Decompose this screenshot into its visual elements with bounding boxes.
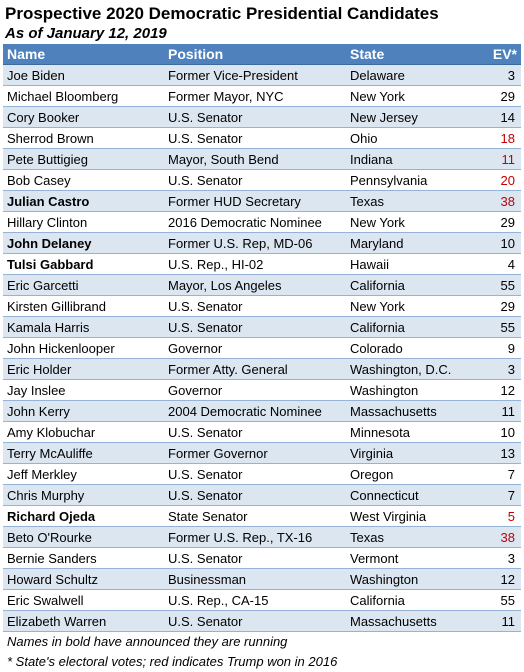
cell-ev[interactable]: 18 xyxy=(468,128,521,149)
column-header-position[interactable]: Position xyxy=(164,44,346,65)
cell-ev[interactable]: 55 xyxy=(468,317,521,338)
cell-position[interactable]: U.S. Senator xyxy=(164,317,346,338)
cell-position[interactable]: U.S. Senator xyxy=(164,485,346,506)
cell-position[interactable]: U.S. Rep., HI-02 xyxy=(164,254,346,275)
cell-ev[interactable]: 29 xyxy=(468,212,521,233)
cell-state[interactable]: California xyxy=(346,590,468,611)
cell-name[interactable]: Richard Ojeda xyxy=(3,506,164,527)
cell-name[interactable]: Eric Garcetti xyxy=(3,275,164,296)
cell-name[interactable]: Michael Bloomberg xyxy=(3,86,164,107)
cell-position[interactable]: 2004 Democratic Nominee xyxy=(164,401,346,422)
table-row xyxy=(3,548,521,569)
table-row xyxy=(3,296,521,317)
cell-position[interactable]: U.S. Rep., CA-15 xyxy=(164,590,346,611)
cell-position[interactable]: U.S. Senator xyxy=(164,296,346,317)
cell-ev[interactable]: 9 xyxy=(468,338,521,359)
page-title: Prospective 2020 Democratic Presidential Candidates xyxy=(5,4,439,23)
cell-state[interactable]: Colorado xyxy=(346,338,468,359)
cell-name[interactable]: Eric Swalwell xyxy=(3,590,164,611)
cell-state[interactable]: Texas xyxy=(346,527,468,548)
cell-name[interactable]: Beto O'Rourke xyxy=(3,527,164,548)
cell-name[interactable]: Chris Murphy xyxy=(3,485,164,506)
cell-name[interactable]: Julian Castro xyxy=(3,191,164,212)
cell-ev[interactable]: 11 xyxy=(468,149,521,170)
cell-name[interactable]: Hillary Clinton xyxy=(3,212,164,233)
cell-ev[interactable]: 38 xyxy=(468,527,521,548)
cell-state[interactable]: Virginia xyxy=(346,443,468,464)
cell-ev[interactable]: 3 xyxy=(468,65,521,86)
cell-ev[interactable]: 11 xyxy=(468,611,521,632)
cell-position[interactable]: U.S. Senator xyxy=(164,107,346,128)
cell-ev[interactable]: 55 xyxy=(468,590,521,611)
table-row xyxy=(3,254,521,275)
cell-position[interactable]: Governor xyxy=(164,380,346,401)
table-row xyxy=(3,485,521,506)
cell-state[interactable]: Maryland xyxy=(346,233,468,254)
ev-note: * State's electoral votes; red indicates Trump won in 2016 xyxy=(7,654,338,669)
table-row xyxy=(3,527,521,548)
cell-name[interactable]: Bob Casey xyxy=(3,170,164,191)
table-row xyxy=(3,422,521,443)
cell-name[interactable]: Kamala Harris xyxy=(3,317,164,338)
cell-position[interactable]: Governor xyxy=(164,338,346,359)
cell-ev[interactable]: 38 xyxy=(468,191,521,212)
table-row xyxy=(3,212,521,233)
cell-name[interactable]: Joe Biden xyxy=(3,65,164,86)
table-row xyxy=(3,401,521,422)
table-row xyxy=(3,506,521,527)
cell-ev[interactable]: 4 xyxy=(468,254,521,275)
cell-state[interactable]: Texas xyxy=(346,191,468,212)
cell-name[interactable]: Cory Booker xyxy=(3,107,164,128)
table-row xyxy=(3,590,521,611)
candidates-table xyxy=(3,44,521,632)
cell-state[interactable]: Minnesota xyxy=(346,422,468,443)
cell-ev[interactable]: 14 xyxy=(468,107,521,128)
cell-state[interactable]: Pennsylvania xyxy=(346,170,468,191)
candidates-sheet xyxy=(3,4,521,672)
cell-position[interactable]: 2016 Democratic Nominee xyxy=(164,212,346,233)
cell-ev[interactable]: 12 xyxy=(468,380,521,401)
cell-state[interactable]: Massachusetts xyxy=(346,401,468,422)
cell-ev[interactable]: 10 xyxy=(468,422,521,443)
cell-position[interactable]: State Senator xyxy=(164,506,346,527)
cell-state[interactable]: New York xyxy=(346,296,468,317)
cell-position[interactable]: U.S. Senator xyxy=(164,170,346,191)
cell-ev[interactable]: 7 xyxy=(468,464,521,485)
cell-ev[interactable]: 55 xyxy=(468,275,521,296)
page-subtitle: As of January 12, 2019 xyxy=(5,25,167,42)
cell-ev[interactable]: 29 xyxy=(468,86,521,107)
cell-position[interactable]: Former U.S. Rep., TX-16 xyxy=(164,527,346,548)
cell-state[interactable]: California xyxy=(346,275,468,296)
cell-state[interactable]: Delaware xyxy=(346,65,468,86)
table-row xyxy=(3,149,521,170)
table-row xyxy=(3,65,521,86)
table-row xyxy=(3,128,521,149)
table-row xyxy=(3,443,521,464)
bold-note: Names in bold have announced they are running xyxy=(7,634,288,649)
cell-position[interactable]: Former U.S. Rep, MD-06 xyxy=(164,233,346,254)
column-header-name[interactable]: Name xyxy=(3,44,164,65)
cell-position[interactable]: U.S. Senator xyxy=(164,422,346,443)
cell-ev[interactable]: 10 xyxy=(468,233,521,254)
cell-ev[interactable]: 3 xyxy=(468,548,521,569)
cell-ev[interactable]: 3 xyxy=(468,359,521,380)
cell-state[interactable]: California xyxy=(346,317,468,338)
table-row xyxy=(3,107,521,128)
cell-position[interactable]: Businessman xyxy=(164,569,346,590)
cell-state[interactable]: Connecticut xyxy=(346,485,468,506)
table-body xyxy=(3,65,521,632)
table-row xyxy=(3,611,521,632)
cell-state[interactable]: Indiana xyxy=(346,149,468,170)
cell-state[interactable]: Washington, D.C. xyxy=(346,359,468,380)
cell-state[interactable]: New Jersey xyxy=(346,107,468,128)
cell-name[interactable]: Terry McAuliffe xyxy=(3,443,164,464)
cell-name[interactable]: Jay Inslee xyxy=(3,380,164,401)
cell-name[interactable]: Bernie Sanders xyxy=(3,548,164,569)
cell-ev[interactable]: 11 xyxy=(468,401,521,422)
cell-position[interactable]: Former Vice-President xyxy=(164,65,346,86)
table-row xyxy=(3,86,521,107)
table-row xyxy=(3,275,521,296)
table-row xyxy=(3,317,521,338)
table-row xyxy=(3,569,521,590)
cell-state[interactable]: Ohio xyxy=(346,128,468,149)
cell-name[interactable]: Howard Schultz xyxy=(3,569,164,590)
table-row xyxy=(3,464,521,485)
column-header-ev[interactable]: EV* xyxy=(468,44,521,65)
cell-position[interactable]: U.S. Senator xyxy=(164,128,346,149)
cell-ev[interactable]: 29 xyxy=(468,296,521,317)
cell-state[interactable]: Massachusetts xyxy=(346,611,468,632)
table-row xyxy=(3,338,521,359)
cell-ev[interactable]: 12 xyxy=(468,569,521,590)
cell-name[interactable]: Jeff Merkley xyxy=(3,464,164,485)
cell-position[interactable]: U.S. Senator xyxy=(164,548,346,569)
cell-name[interactable]: Tulsi Gabbard xyxy=(3,254,164,275)
table-row xyxy=(3,380,521,401)
table-row xyxy=(3,170,521,191)
cell-position[interactable]: Former Mayor, NYC xyxy=(164,86,346,107)
cell-name[interactable]: John Hickenlooper xyxy=(3,338,164,359)
cell-name[interactable]: Kirsten Gillibrand xyxy=(3,296,164,317)
cell-state[interactable]: Hawaii xyxy=(346,254,468,275)
cell-ev[interactable]: 20 xyxy=(468,170,521,191)
cell-name[interactable]: Eric Holder xyxy=(3,359,164,380)
cell-name[interactable]: Amy Klobuchar xyxy=(3,422,164,443)
cell-position[interactable]: Mayor, Los Angeles xyxy=(164,275,346,296)
cell-state[interactable]: Washington xyxy=(346,380,468,401)
column-header-state[interactable]: State xyxy=(346,44,468,65)
table-header-row xyxy=(3,44,521,65)
cell-position[interactable]: Former HUD Secretary xyxy=(164,191,346,212)
table-row xyxy=(3,191,521,212)
table-row xyxy=(3,359,521,380)
cell-name[interactable]: Sherrod Brown xyxy=(3,128,164,149)
cell-position[interactable]: Former Atty. General xyxy=(164,359,346,380)
cell-state[interactable]: Oregon xyxy=(346,464,468,485)
cell-name[interactable]: Pete Buttigieg xyxy=(3,149,164,170)
cell-state[interactable]: Washington xyxy=(346,569,468,590)
cell-state[interactable]: West Virginia xyxy=(346,506,468,527)
cell-state[interactable]: New York xyxy=(346,212,468,233)
cell-name[interactable]: John Delaney xyxy=(3,233,164,254)
cell-ev[interactable]: 13 xyxy=(468,443,521,464)
cell-state[interactable]: Vermont xyxy=(346,548,468,569)
table-row xyxy=(3,233,521,254)
cell-ev[interactable]: 7 xyxy=(468,485,521,506)
cell-name[interactable]: John Kerry xyxy=(3,401,164,422)
cell-position[interactable]: Former Governor xyxy=(164,443,346,464)
cell-ev[interactable]: 5 xyxy=(468,506,521,527)
cell-position[interactable]: U.S. Senator xyxy=(164,611,346,632)
cell-name[interactable]: Elizabeth Warren xyxy=(3,611,164,632)
cell-state[interactable]: New York xyxy=(346,86,468,107)
cell-position[interactable]: U.S. Senator xyxy=(164,464,346,485)
cell-position[interactable]: Mayor, South Bend xyxy=(164,149,346,170)
